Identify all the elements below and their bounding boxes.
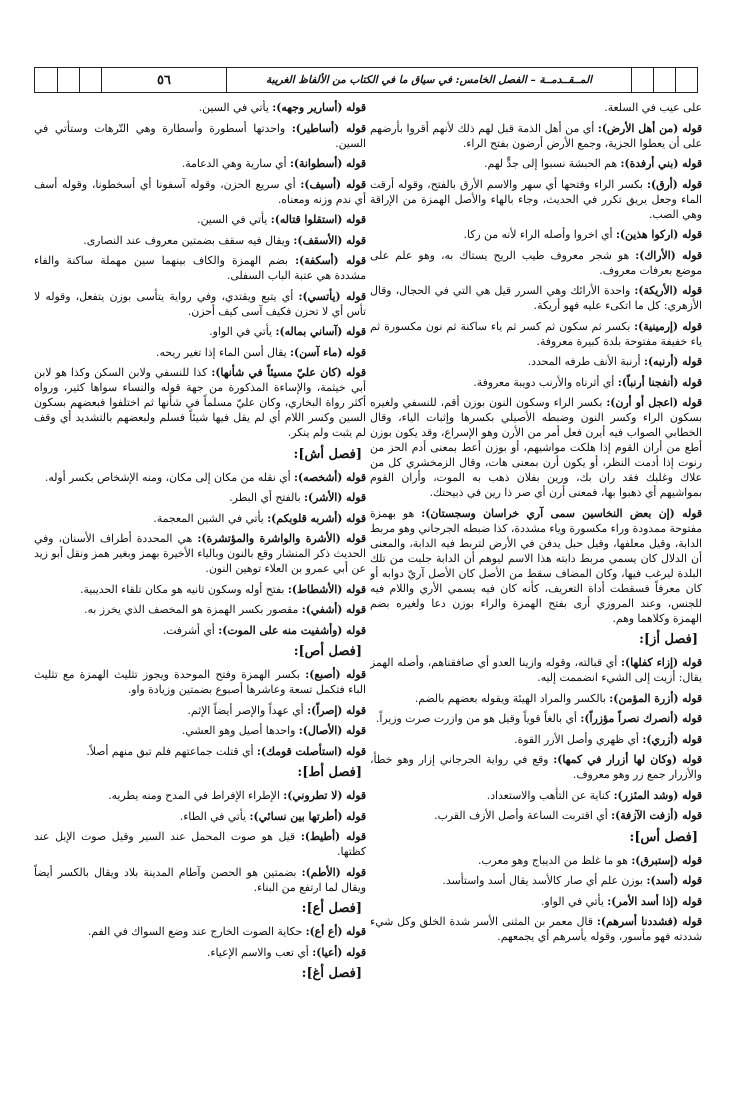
section-heading: [فصل أط]:: [297, 765, 362, 780]
entry-text: أي نقله من مكان إلى مكان، ومنه الإشخاص بكسر أوله.: [44, 470, 295, 484]
entry-headword: قوله (أعيا):: [312, 945, 366, 959]
entry-text: أي اقتربت الساعة وأصل الأزف القرب.: [434, 809, 612, 822]
entry-text: بكسر الراء وسكون النون بوزن أقم، للنسفي ولغيره بسكون الراء وكسر النون وضبطه الأصيلي بكسرها وإثبات الياء، وقال الخطابي الصواب فيه أيرن فعل أمر من الأرن وهو الإسراع، وقد يكون بوزن أطع من أران القوم إذا هلكت مواشيهم، أو بوزن أعط بمعنى أدم الحز من رنوت إذا أدمت النظر، أو يكون أرن بمعنى هات، وقال الزمخشري كل من علاك وغلبك فقد ران بك، ورين بفلان ذهب به الموت، وأران القوم بمواشيهم أي ذهبوا بها، فمعنى أرن أي صر ذا رين في ذبيحتك.: [370, 396, 702, 499]
header-empty-cell: [631, 68, 653, 92]
entry-text: يأتي في الشين المعجمة.: [153, 511, 268, 525]
dictionary-entry: [370, 177, 702, 222]
entry-headword: قوله (الأريكة):: [634, 284, 702, 297]
dictionary-entry: [34, 324, 366, 339]
section-heading: [فصل أس]:: [629, 829, 698, 845]
entry-text: واحدة الأرائك وهي السرر قيل هي التي في الحجال، وقال الأزهري: كل ما اتكىء عليه فهو أريكة.: [370, 284, 702, 312]
entry-text: أي سريع الحزن، وقوله آسفونا أي أسخطونا، وقوله أسف أي ندم وزنه ومعناه.: [34, 177, 366, 206]
entry-headword: قوله (إذا أسد الأمر):: [607, 894, 702, 908]
dictionary-entry: [370, 914, 702, 944]
entry-headword: قوله (أطرتها بين نسائي):: [249, 809, 366, 823]
dictionary-entry: [370, 319, 702, 349]
entry-headword: قوله (لا تطروني):: [283, 789, 366, 802]
dictionary-entry: [34, 289, 366, 319]
entry-headword: قوله (وأشفيت منه على الموت):: [218, 623, 366, 637]
dictionary-entry: [370, 121, 702, 151]
dictionary-entry: [370, 227, 702, 242]
dictionary-entry: [34, 365, 366, 440]
entry-headword: قوله (وكان لها أزرار في كمها):: [553, 753, 702, 766]
dictionary-entry: [34, 744, 366, 759]
entry-headword: قوله (أصبع):: [305, 668, 366, 681]
dictionary-entry: [34, 829, 366, 859]
dictionary-entry: [370, 752, 702, 782]
entry-headword: قوله (الأسقف):: [293, 233, 366, 247]
entry-text: يأتي في الطاء.: [179, 809, 250, 823]
entry-text: أي قبالته، وقوله وازينا العدو أي صافقناهم، وأصله الهمز يقال: أزيت إلى الشيء انضممت إليه.: [370, 656, 702, 684]
dictionary-entry: [370, 691, 702, 706]
dictionary-entry: [370, 395, 702, 500]
dictionary-entry: [370, 873, 702, 888]
dictionary-entry: [34, 809, 366, 824]
entry-headword: قوله (إصراً):: [307, 703, 366, 717]
entry-text: بكسر الهمزة وفتح الموحدة ويجوز تثليث الهمزة مع تثليث الباء فتكمل تسعة وعاشرها أصبوع بضمتين وزيادة واو.: [34, 668, 366, 696]
dictionary-entry: [34, 582, 366, 597]
header-empty-cell: [57, 68, 79, 92]
dictionary-entry: [370, 354, 702, 369]
section-heading: [فصل أغ]:: [301, 966, 362, 981]
entry-text: أي ظهري وأصل الأزر القوة.: [514, 732, 643, 746]
entry-headword: قوله (أسطوانة):: [289, 157, 366, 170]
entry-headword: قوله (أزرة المؤمن):: [609, 691, 702, 705]
header-empty-cell: [35, 68, 57, 92]
dictionary-entry: [370, 853, 702, 868]
header-title: المــقــدمــة – الفصل الخامس: في سياق ما في الكتاب من الألفاظ الغريبة: [226, 68, 631, 92]
header-empty-cell: [675, 68, 697, 92]
entry-text: مقصور بكسر الهمزة هو المخصف الذي يخرز به.: [84, 603, 302, 616]
entry-headword: قوله (الأشر):: [304, 491, 366, 504]
entry-headword: قوله (أزفت الآزفة):: [611, 809, 702, 822]
entry-text: قيل هو صوت المحمل عند السير وقيل صوت الإبل عند كظتها.: [34, 830, 366, 858]
entry-headword: قوله (اركوا هذين):: [615, 228, 702, 241]
entry-text: أي سارية وهي الدعامة.: [181, 157, 290, 170]
entry-headword: قوله (أسد):: [646, 874, 702, 887]
entry-text: كذا للنسفي ولابن السكن وكذا هو لابن أبي خيثمة، والإساءة المذكورة من جهة قوله والنساء سواها كثير، ورواه أكثر رواة البخاري، وكان عليّ مسلماً في شأنها ثم اختلفوا فبعضهم بسكون السين وكسر اللام أي لم يقل فيها شيئاً فسلم ولبعضهم بالتشديد أي وقف لم يثبت ولم ينكر.: [34, 366, 366, 439]
entry-headword: قوله (أع أع):: [305, 925, 366, 938]
page-number: ٥٦: [101, 68, 226, 92]
dictionary-entry: [370, 506, 702, 626]
entry-text: بفتح أوله وسكون ثانيه هو مكان تلقاء الحديبية.: [80, 582, 288, 596]
dictionary-entry: [34, 490, 366, 505]
dictionary-entry: [370, 156, 702, 171]
entry-headword: قوله (الأشطاط):: [287, 582, 366, 596]
entry-text: أي أثرناه والأرنب دويبة معروفة.: [473, 375, 618, 389]
header-empty-cell: [653, 68, 675, 92]
entry-headword: قوله (إستبرق):: [631, 853, 702, 867]
dictionary-entry: [34, 121, 366, 151]
entry-headword: قوله (أرنبه):: [643, 355, 702, 368]
header-empty-cell: [79, 68, 101, 92]
dictionary-entry: [34, 865, 366, 895]
right-column: [370, 100, 702, 1100]
entry-headword: قوله (أسكفة):: [295, 254, 366, 267]
entry-text: أي تعب والاسم الإعياء.: [206, 945, 313, 959]
entry-text: كناية عن التأهب والاستعداد.: [486, 788, 614, 802]
dictionary-entry: [34, 156, 366, 171]
entry-text: أي اخروا وأصله الراء لأنه من ركا.: [463, 228, 616, 241]
entry-text: يأتي في الواو.: [541, 894, 608, 908]
dictionary-entry: [34, 233, 366, 248]
dictionary-entry: [370, 711, 702, 726]
dictionary-entry: [34, 212, 366, 227]
entry-headword: قوله (من أهل الأرض):: [597, 121, 702, 135]
entry-text: أي قتلت جماعتهم فلم تبق منهم أصلاً.: [86, 744, 257, 758]
entry-text: أي من أهل الذمة قبل لهم ذلك لأنهم أقروا بأرضهم على أن يعطوا الجزية، وجمع الأرض أرضون بفتح الراء.: [370, 121, 702, 150]
entry-text: هو بهمزة مفتوحة ممدودة وراء مكسورة وياء مشددة، كذا ضبطه الجرجاني وهو مربط الدابة، وقيل معلفها، وقيل حبل يدفن في الأرض لتربط فيه الدابة، والمعنى أن الدلال كان يسمي مربط دابته هذا الاسم ليوهم أن الدابة جلبت من تلك البلدة ليرغب فيها، وكان المضاف سقط من الأصل كان الأصل آريّ دوابه أو كان معرفاً فسقطت أداة التعريف، كأنه كان فيه يسمي الأري واللام فيه للجنس، وعند المروزي أرى بفتح الهمزة والراء بوزن دعا ولغيره بضم الهمزة وكلاهما وهم.: [370, 506, 702, 625]
entry-headword: قوله (أسارير وجهه):: [272, 101, 366, 114]
dictionary-entry: [34, 253, 366, 283]
entry-text: بالفتح أي البطر.: [229, 491, 305, 504]
dictionary-entry: [370, 808, 702, 823]
section-heading: [فصل أش]:: [293, 446, 362, 462]
section-heading: [فصل أع]:: [301, 901, 362, 916]
section-heading: [فصل أز]:: [639, 632, 698, 647]
entry-text: على عيب في السلعة.: [604, 101, 702, 114]
entry-text: أي عهداً والإصر أيضاً الإثم.: [187, 703, 308, 717]
dictionary-entry: [34, 667, 366, 697]
dictionary-entry: [34, 470, 366, 485]
entry-headword: قوله (أشفي):: [301, 603, 366, 616]
running-header: [34, 67, 698, 93]
entry-headword: قوله (أشربه قلوبكم):: [267, 511, 366, 525]
entry-headword: قوله (استقلوا قتاله):: [270, 213, 366, 226]
entry-headword: قوله (إن بعض النخاسين سمى آري خراسان وسجستان):: [421, 506, 702, 520]
entry-text: حكاية الصوت الخارج عند وضع السواك في الفم.: [87, 925, 306, 938]
entry-text: واحدتها أسطورة وأسطارة وهي التّرهات وستأتي في السين.: [34, 121, 366, 150]
entry-text: يأتي في الواو.: [209, 325, 276, 338]
entry-headword: قوله (إرمينية):: [634, 319, 702, 333]
dictionary-entry: [370, 894, 702, 909]
entry-headword: قوله (أساطير):: [291, 121, 366, 135]
dictionary-entry: [370, 100, 702, 115]
entry-headword: قوله (الأشرة والواشرة والمؤتشرة):: [197, 532, 366, 545]
entry-headword: قوله (أطيط):: [300, 830, 366, 843]
dictionary-entry: [370, 248, 702, 278]
entry-headword: قوله (آساني بماله):: [275, 325, 366, 338]
dictionary-entry: [370, 732, 702, 747]
dictionary-entry: [370, 788, 702, 803]
entry-text: بضمتين هو الحصن وآطام المدينة بلاد ويقال بالكسر أيضاً ويقال لما ارتفع من البناء.: [34, 865, 366, 894]
entry-text: أرنبة الأنف طرفه المحدد.: [527, 355, 644, 368]
entry-headword: قوله (الأراك):: [635, 248, 702, 262]
entry-headword: قوله (الأصال):: [298, 724, 366, 737]
entry-text: بكسر ثم سكون ثم كسر ثم ياء ساكنة ثم نون مكسورة ثم ياء خفيفة مفتوحة بلدة كبيرة معروفة.: [370, 319, 702, 348]
entry-text: قال معمر بن المثنى الأسر شدة الخلق وكل شيء شددته فهو مأسور، وقوله يأسرهم أي يجمعهم.: [370, 915, 702, 943]
entry-headword: قوله (يأتسي):: [298, 289, 366, 303]
dictionary-entry: [370, 655, 702, 685]
entry-headword: قوله (اعجل أو أرن):: [606, 396, 702, 409]
entry-text: بالكسر والمراد الهيئة ويقوله بعضهم بالضم.: [414, 691, 610, 705]
entry-headword: قوله (أزري):: [642, 732, 702, 746]
dictionary-entry: [370, 283, 702, 313]
dictionary-entry: [34, 531, 366, 576]
dictionary-entry: [34, 100, 366, 115]
dictionary-entry: [34, 177, 366, 207]
dictionary-entry: [370, 375, 702, 390]
entry-text: يأتي في السين.: [198, 101, 273, 114]
entry-text: هو شجر معروف طيب الريح يستاك به، وهو علم على موضع بعرفات معروف.: [370, 248, 702, 277]
dictionary-entry: [34, 703, 366, 718]
entry-headword: قوله (فشددنا أسرهم):: [596, 915, 702, 928]
entry-headword: قوله (إزاء كفلها):: [621, 656, 702, 669]
entry-headword: قوله (وشد المئزر):: [613, 788, 702, 802]
entry-headword: قوله (بني أرفدة):: [620, 157, 702, 170]
entry-headword: قوله (ماء آسن):: [290, 345, 366, 359]
entry-text: أي أشرفت.: [162, 623, 219, 637]
entry-headword: قوله (كان عليّ مسيئاً في شأنها):: [211, 366, 366, 379]
dictionary-entry: [34, 345, 366, 360]
dictionary-entry: [34, 723, 366, 738]
entry-text: بوزن علم أي صار كالأسد يقال أسد واستأسد.: [442, 874, 647, 887]
entry-text: يأتي في السين.: [197, 213, 271, 226]
entry-text: ويقال فيه سقف بضمتين معروف عند النصارى.: [83, 233, 294, 247]
dictionary-entry: [34, 511, 366, 526]
section-heading: [فصل أص]:: [293, 644, 362, 659]
entry-text: يقال أسن الماء إذا تغير ريحه.: [156, 345, 291, 359]
dictionary-entry: [34, 945, 366, 960]
entry-headword: قوله (استأصلت قومك):: [256, 744, 366, 758]
entry-headword: قوله (أسيف):: [300, 177, 366, 191]
dictionary-entry: [34, 924, 366, 939]
dictionary-entry: [34, 623, 366, 638]
entry-headword: قوله (الأطم):: [301, 865, 366, 879]
entry-headword: قوله (أنفجنا أرنباً):: [617, 375, 702, 389]
entry-text: بكسر الراء وفتحها أي سهر والاسم الأرق بالفتح، وقوله أرقت الماء وجعل يريق تكرر في الحديث، وجاء بالهاء والأصل الهمزة من الإراقة وهي الصب.: [370, 177, 702, 221]
entry-text: هي المحددة أطراف الأسنان، وفي الحديث ذكر المنشار وقع بالنون وبالياء الأخيرة بهمز وبغير همز ونقل أبو زيد عن أبي عمرو بن العلاء توهين النون.: [34, 532, 366, 575]
entry-text: هو ما غلظ من الديباج وهو معرب.: [477, 853, 632, 867]
left-column: [34, 100, 366, 1100]
entry-text: وقع في رواية الجرجاني إزار وهو خطأ، والأزرار جمع زر وهو معروف.: [370, 753, 702, 781]
entry-text: واحدها أصيل وهو العشي.: [181, 724, 299, 737]
entry-headword: قوله (أشخصه):: [294, 470, 366, 484]
entry-text: أي يتبع ويقتدي، وفي رواية يتأسى بوزن يتفعل، وقوله لا تأس أي لا تحزن فكيف آسى كيف أحزن.: [34, 289, 366, 318]
entry-text: هم الحبشة نسبوا إلى جدٍّ لهم.: [484, 157, 621, 170]
dictionary-entry: [34, 788, 366, 803]
entry-headword: قوله (أرق):: [646, 177, 702, 191]
entry-text: أي بالغاً قوياً وقيل هو من وازرت صرت وزيراً.: [375, 712, 581, 725]
entry-text: بضم الهمزة والكاف بينهما سين مهملة ساكنة والفاء مشددة هي عتبة الباب السفلى.: [34, 254, 366, 282]
entry-text: الإطراء الإفراط في المدح ومنه يطريه.: [108, 789, 284, 802]
dictionary-entry: [34, 602, 366, 617]
entry-headword: قوله (أنصرك نصراً مؤزراً):: [580, 712, 702, 725]
